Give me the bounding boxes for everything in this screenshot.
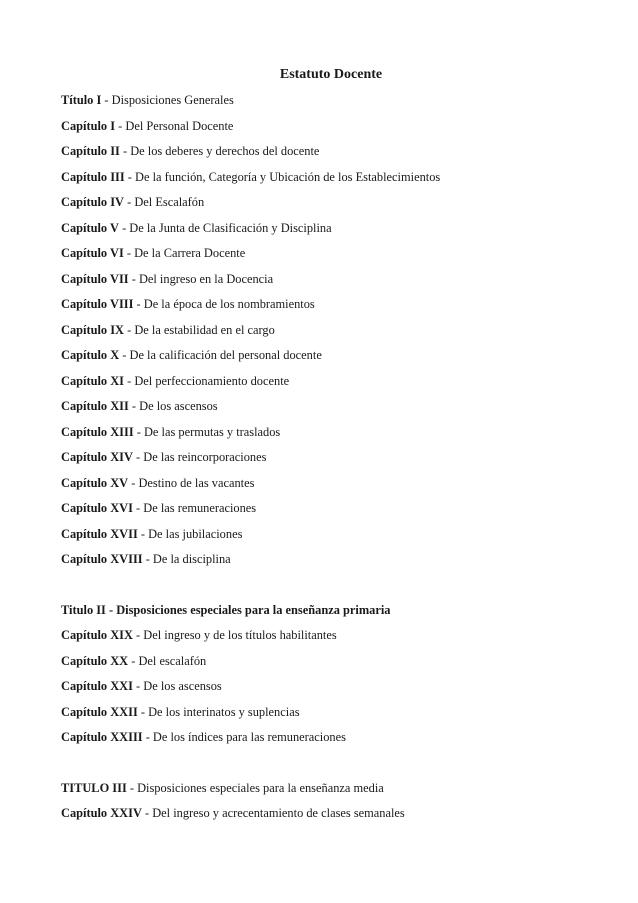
chapter-entry-label: Capítulo XX: [61, 653, 129, 668]
chapter-entry-text: De la disciplina: [152, 552, 231, 566]
chapter-entry-text: De las permutas y traslados: [143, 424, 281, 439]
chapter-entry-label: Capítulo III: [61, 169, 125, 184]
chapter-entry-separator: -: [124, 373, 135, 388]
chapter-entry-separator: -: [133, 424, 144, 439]
chapter-entry-text: De la Junta de Clasificación y Disciplina: [129, 220, 332, 235]
chapter-entry-separator: -: [124, 195, 135, 209]
chapter-entry-separator: -: [132, 450, 144, 464]
chapter-entry-separator: -: [118, 220, 130, 235]
title-heading-label: Título I: [61, 93, 102, 107]
chapter-entry: [61, 169, 601, 185]
chapter-entry-label: Capítulo IX: [61, 322, 124, 337]
chapter-entry-text: Del ingreso en la Docencia: [138, 271, 274, 286]
chapter-entry-label: Capítulo XIX: [61, 628, 133, 642]
table-of-contents: [61, 92, 601, 821]
title-heading-label: TITULO III: [61, 780, 127, 795]
chapter-entry-separator: -: [124, 322, 135, 337]
chapter-entry-separator: -: [128, 653, 139, 668]
chapter-entry: [61, 194, 601, 210]
chapter-entry-label: Capítulo X: [61, 348, 120, 362]
chapter-entry-text: De la Carrera Docente: [134, 246, 246, 260]
chapter-entry-label: Capítulo VIII: [61, 297, 134, 311]
chapter-entry: [61, 118, 601, 134]
chapter-entry-label: Capítulo XIII: [61, 424, 134, 439]
chapter-entry-separator: -: [132, 628, 144, 642]
chapter-entry-separator: -: [133, 297, 144, 311]
chapter-entry-separator: -: [137, 526, 149, 541]
chapter-entry: [61, 475, 601, 491]
chapter-entry-text: Del Escalafón: [134, 195, 205, 209]
chapter-entry-label: Capítulo XVIII: [61, 552, 143, 566]
chapter-entry-separator: -: [137, 704, 149, 719]
chapter-entry: [61, 143, 601, 159]
chapter-entry: [61, 627, 601, 643]
chapter-entry: [61, 220, 601, 236]
title-heading: [61, 602, 601, 618]
chapter-entry-label: Capítulo VII: [61, 271, 129, 286]
chapter-entry: [61, 449, 601, 465]
chapter-entry: [61, 729, 601, 745]
chapter-entry-text: De los interinatos y suplencias: [148, 704, 300, 719]
chapter-entry-separator: -: [119, 144, 131, 158]
chapter-entry-label: Capítulo I: [61, 118, 116, 133]
chapter-entry-text: De los deberes y derechos del docente: [130, 144, 320, 158]
chapter-entry-text: De la calificación del personal docente: [129, 348, 322, 362]
chapter-entry-label: Capítulo XVII: [61, 526, 138, 541]
chapter-entry: [61, 271, 601, 287]
chapter-entry-text: De las remuneraciones: [143, 501, 257, 515]
chapter-entry-text: Destino de las vacantes: [138, 475, 255, 490]
chapter-entry-separator: -: [142, 552, 153, 566]
chapter-entry: [61, 296, 601, 312]
title-heading-separator: -: [101, 93, 112, 107]
chapter-entry-label: Capítulo IV: [61, 195, 124, 209]
chapter-entry-label: Capítulo XVI: [61, 501, 133, 515]
chapter-entry-label: Capítulo II: [61, 144, 120, 158]
chapter-entry-text: De la función, Categoría y Ubicación de los Establecimientos: [135, 169, 441, 184]
chapter-entry: [61, 500, 601, 516]
chapter-entry-text: Del ingreso y de los títulos habilitantes: [143, 628, 337, 642]
chapter-entry-text: De la época de los nombramientos: [143, 297, 315, 311]
chapter-entry-label: Capítulo XI: [61, 373, 124, 388]
title-heading-separator: -: [126, 780, 138, 795]
chapter-entry-text: De los ascensos: [143, 679, 222, 693]
chapter-entry: [61, 678, 601, 694]
chapter-entry-separator: -: [128, 475, 139, 490]
chapter-entry-text: Del escalafón: [138, 653, 207, 668]
section-gap: [61, 577, 601, 602]
chapter-entry: [61, 424, 601, 440]
chapter-entry-separator: -: [132, 501, 144, 515]
document-title: Estatuto Docente: [279, 67, 383, 82]
chapter-entry-label: Capítulo XII: [61, 399, 129, 413]
title-heading-label: Titulo II - Disposiciones especiales para la enseñanza primaria: [61, 602, 391, 617]
chapter-entry-label: Capítulo XXII: [61, 704, 138, 719]
chapter-entry-label: Capítulo XV: [61, 475, 129, 490]
chapter-entry: [61, 805, 601, 821]
chapter-entry-text: De los índices para las remuneraciones: [152, 730, 346, 744]
chapter-entry-separator: -: [119, 348, 130, 362]
chapter-entry-label: Capítulo XXI: [61, 679, 133, 693]
chapter-entry-separator: -: [128, 271, 139, 286]
chapter-entry-text: De las jubilaciones: [148, 526, 243, 541]
chapter-entry: [61, 347, 601, 363]
chapter-entry-text: De las reincorporaciones: [143, 450, 267, 464]
title-heading: [61, 780, 601, 796]
document-page: [61, 66, 601, 831]
chapter-entry: [61, 704, 601, 720]
chapter-entry-text: Del perfeccionamiento docente: [134, 373, 290, 388]
chapter-entry-label: Capítulo XXIII: [61, 730, 143, 744]
title-heading: [61, 92, 601, 108]
chapter-entry-separator: -: [128, 399, 140, 413]
chapter-entry-text: De la estabilidad en el cargo: [134, 322, 275, 337]
chapter-entry: [61, 551, 601, 567]
chapter-entry-text: Del Personal Docente: [125, 118, 234, 133]
chapter-entry-separator: -: [132, 679, 144, 693]
chapter-entry-text: De los ascensos: [139, 399, 218, 413]
chapter-entry: [61, 653, 601, 669]
section-gap: [61, 755, 601, 780]
chapter-entry-text: Del ingreso y acrecentamiento de clases semanales: [152, 806, 405, 820]
chapter-entry: [61, 398, 601, 414]
chapter-entry-separator: -: [141, 806, 153, 820]
chapter-entry-label: Capítulo VI: [61, 246, 124, 260]
chapter-entry-separator: -: [115, 118, 126, 133]
chapter-entry-label: Capítulo XXIV: [61, 806, 142, 820]
chapter-entry: [61, 322, 601, 338]
title-heading-text: Disposiciones especiales para la enseñanza media: [137, 780, 384, 795]
chapter-entry-label: Capítulo XIV: [61, 450, 133, 464]
chapter-entry-separator: -: [142, 730, 153, 744]
title-heading-text: Disposiciones Generales: [111, 93, 234, 107]
chapter-entry-label: Capítulo V: [61, 220, 119, 235]
chapter-entry-separator: -: [123, 246, 135, 260]
chapter-entry: [61, 373, 601, 389]
chapter-entry-separator: -: [124, 169, 136, 184]
chapter-entry: [61, 526, 601, 542]
chapter-entry: [61, 245, 601, 261]
